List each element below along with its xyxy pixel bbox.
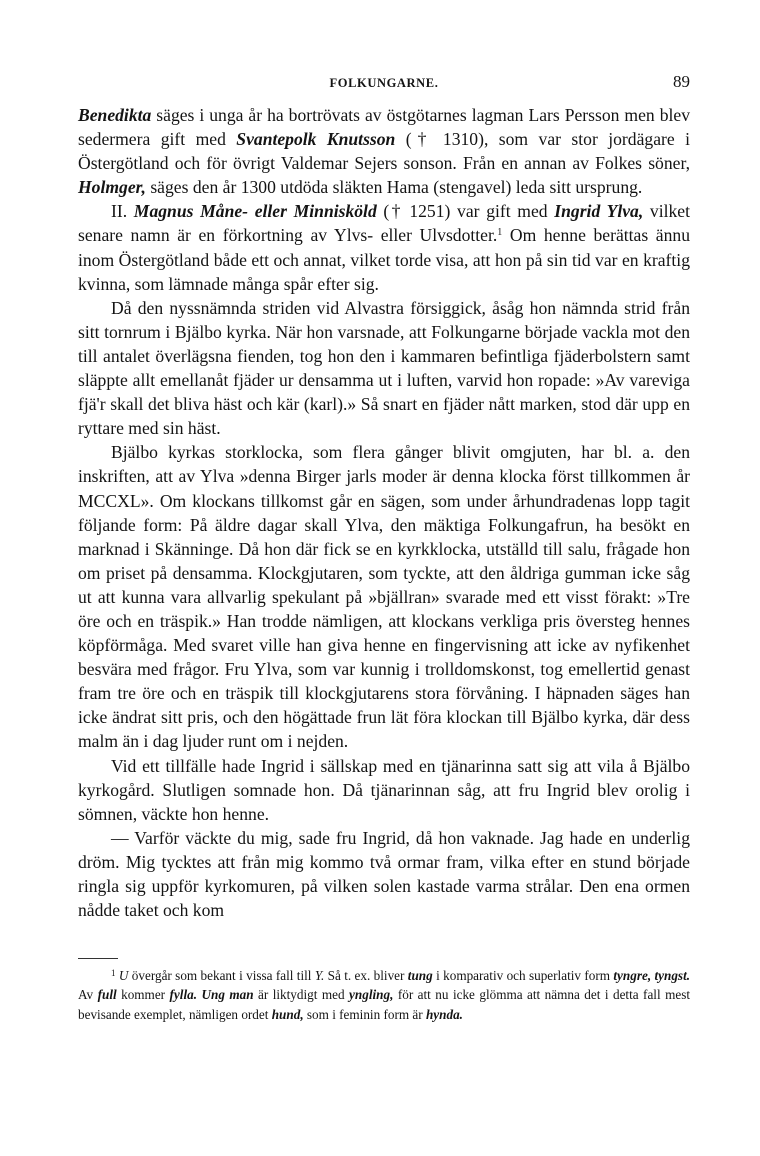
paragraph-bjalbo-bell: Bjälbo kyrkas storklocka, som flera gånger blivit omgjuten, har bl. a. den inskriften, att av Ylva »denna Birger jarls moder är denna klocka först tillkommen år MCCXL». Om klockans tillkomst går en sägen, som under århundradenas lopp tagit följande form: På äldre dagar skall Ylva, den mäktiga Folkungafrun, ha besökt en marknad i Skänninge. Då hon där fick se en kyrkklocka, utställd till salu, frågade hon om priset på densamma. Klockgjutaren, som tyckte, att den åldriga gumman icke såg ut att kunna vara allvarlig spekulant på »bjällran» svarade med ett visst förakt: »Tre öre och en träspik.» Han trodde nämligen, att klockans verkliga pris översteg hennes köpförmåga. Med svaret ville han giva henne en fingervisning att icke av nyfikenhet besvära med frågor. Fru Ylva, som var kunnig i trolldomskonst, tog emellertid genast fram tre öre och en träspik till klockgjutarens stora förvåning. I häpnaden säges han icke ändrat sitt pris, och den högättade frun lät föra klockan till Bjälbo kyrka, där dess malm än i dag ljuder runt om i nejden. xyxy=(78,442,690,752)
paragraph-dream: — Varför väckte du mig, sade fru Ingrid, då hon vaknade. Jag hade en underlig dröm. Mig tycktes att från mig kommo två ormar fram, vilka efter en stund började ringla sig uppför kyrkomuren, på vilken solen kastade varma strålar. Den ena ormen nådde taket och kom xyxy=(78,827,690,921)
footnote-reference: 1 xyxy=(497,227,503,239)
running-head-title: FOLKUNGARNE. xyxy=(329,76,439,90)
name-benedikta: Benedikta xyxy=(78,105,152,125)
name-holmger: Holmger, xyxy=(78,177,146,198)
paragraph-churchyard: Vid ett tillfälle hade Ingrid i sällskap med en tjänarinna satt sig att vila å Bjälbo kyrkogård. Slutligen somnade hon. Då tjänarinnan såg, att fru Ingrid blev orolig i sömnen, väckte hon henne. xyxy=(78,755,690,824)
paragraph-benedikta: Benedikta säges i unga år ha bortrövats av östgötarnes lagman Lars Persson men blev sedermera gift med Svantepolk Knutsson († 1310), som var stor jordägare i Östergötland och för övrigt Valdemar Sejers sonson. Från en annan av Folkes söner, Holmger, säges den år 1300 utdöda släkten Hama (stengavel) leda sitt ursprung. xyxy=(78,105,690,198)
body-text xyxy=(78,103,690,922)
name-magnus: Magnus Måne- eller Minnisköld xyxy=(133,201,377,222)
running-head xyxy=(78,72,690,94)
footnote: $^1$ U övergår som bekant i vissa fall till Y. Så t. ex. bliver tung i komparativ och superlativ form tyngre, tyngst. Av full kommer fylla. Ung man är liktydigt med yngling, för att nu icke glömma att nämna det i detta fall mest bevisande exemplet, nämligen ordet hund, som i feminin form är hynda. xyxy=(78,968,691,1022)
name-ingrid-ylva: Ingrid Ylva, xyxy=(554,201,644,222)
page-number: 89 xyxy=(673,72,690,91)
paragraph-alvastra: Då den nyssnämnda striden vid Alvastra försiggick, åsåg hon nämnda strid från sitt tornrum i Bjälbo kyrka. När hon varsnade, att Folkungarne började vackla mot den till antalet överlägsna fienden, tog hon den i kammaren befintliga fjäderbolstern samt släppte allt emellanåt fjäder ur densamma ut i luften, varvid hon ropade: »Av vareviga fjä'r skall det bliva häst och kär (karl).» Så snart en fjäder nått marken, stod där upp en ryttare med sin häst. xyxy=(78,297,690,439)
footnote-mark: 1 xyxy=(111,968,116,978)
paragraph-magnus: II. Magnus Måne- eller Minnisköld († 1251) var gift med Ingrid Ylva, vilket senare namn är en förkortning av Ylvs- eller Ulvsdotter.$^1$ Om henne berättas ännu inom Östergötland både ett och annat, vilket torde visa, att hon på sin tid var en kraftig kvinna, som lämnade många spår efter sig. xyxy=(78,201,690,294)
name-svantepolk: Svantepolk Knutsson xyxy=(236,129,396,150)
footnote-rule xyxy=(78,958,118,959)
